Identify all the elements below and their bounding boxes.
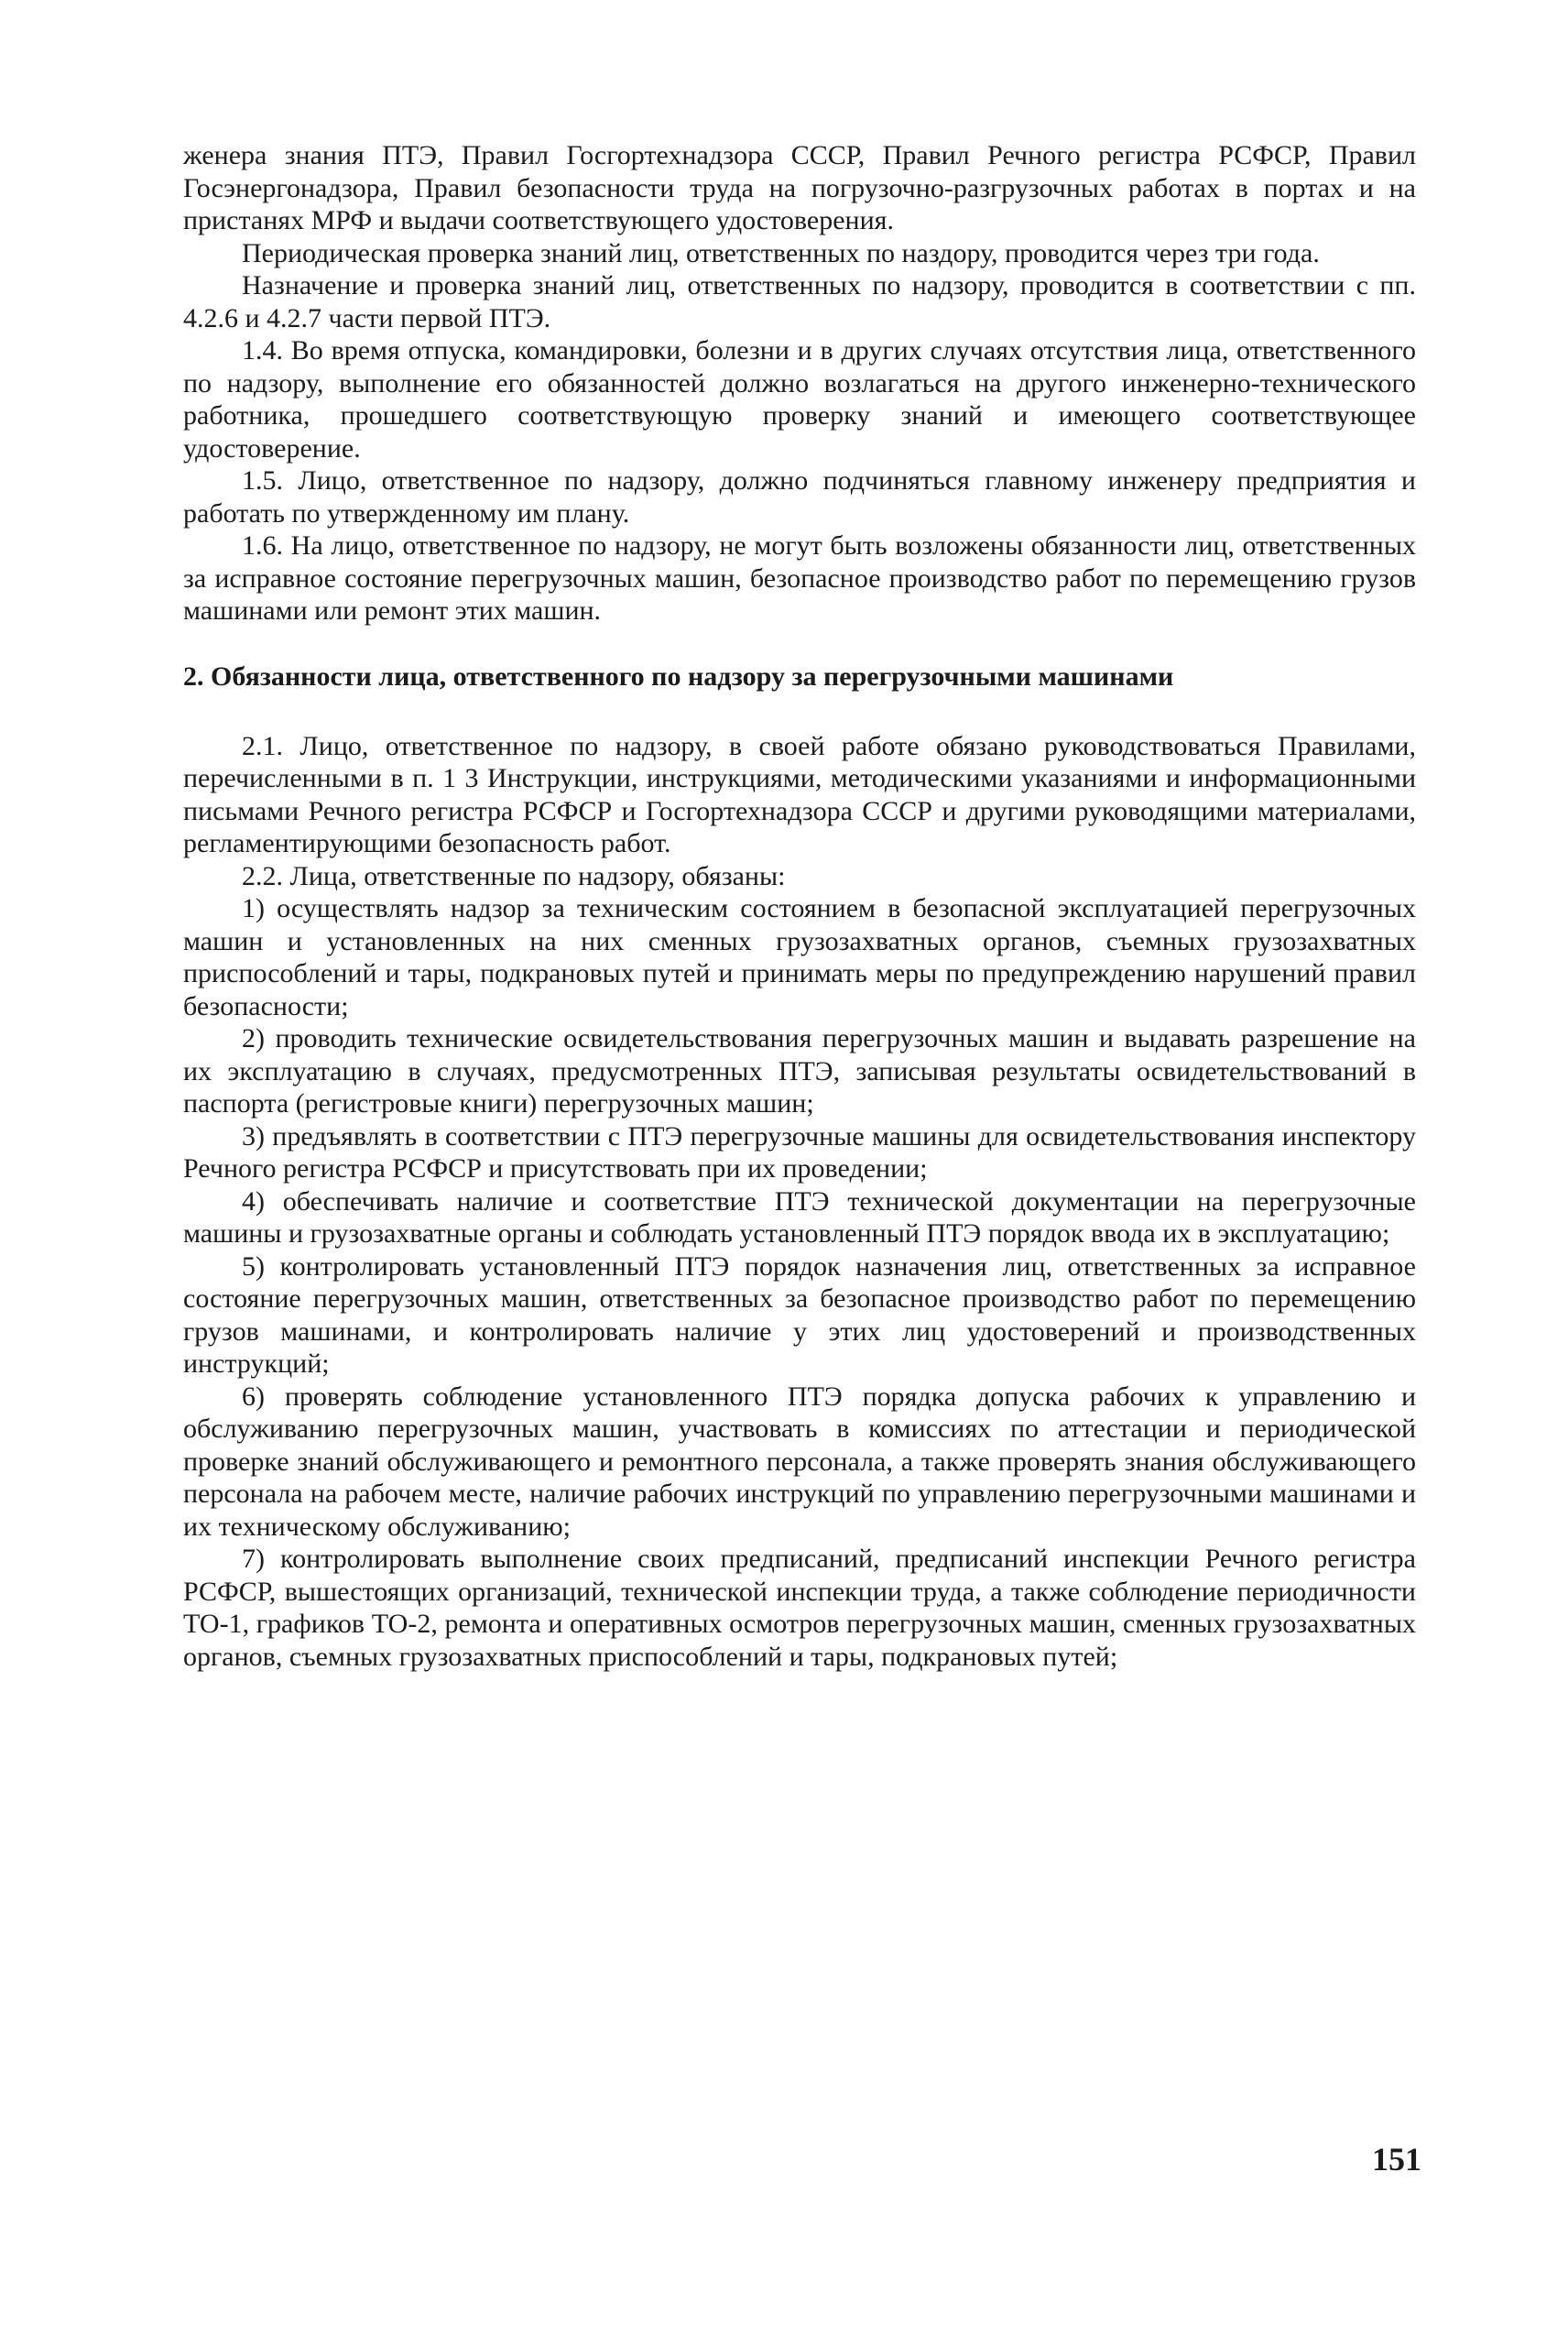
list-item-6: 6) проверять соблюдение установленного ПТЭ порядка допуска рабочих к управлению и обслуживанию перегрузочных машин, участвовать в комиссиях по аттестации и периодической проверке знаний обслуживающего и ремонтного персонала, а также проверять знания обслуживающего персонала на рабочем месте, наличие рабочих инструкций по управлению перегрузочными машинами и их техническому обслуживанию; — [183, 1381, 1416, 1542]
paragraph-2-1: 2.1. Лицо, ответственное по надзору, в своей работе обязано руководствоваться Правилами, перечисленными в п. 1 3 Инструкции, инструкциями, методическими указаниями и информационными письмами Речного регистра РСФСР и Госгортехнадзора СССР и другими руководящими материалами, регламентирующими безопасность работ. — [183, 730, 1416, 858]
list-item-5: 5) контролировать установленный ПТЭ порядок назначения лиц, ответственных за исправное состояние перегрузочных машин, ответственных за безопасное производство работ по перемещению грузов машинами, и контролировать наличие у этих лиц удостоверений и производственных инструкций; — [183, 1250, 1416, 1379]
paragraph-periodic-check: Периодическая проверка знаний лиц, ответственных по наздору, проводится через три года. — [242, 237, 1320, 268]
list-item-4: 4) обеспечивать наличие и соответствие ПТЭ технической документации на перегрузочные машины и грузозахватные органы и соблюдать установленный ПТЭ порядок ввода их в эксплуатацию; — [183, 1185, 1416, 1249]
page-number: 151 — [1372, 2141, 1421, 2178]
paragraph-2-2: 2.2. Лица, ответственные по надзору, обязаны: — [242, 860, 786, 891]
paragraph-appointment: Назначение и проверка знаний лиц, ответственных по надзору, проводится в соответствии с пп. 4.2.6 и 4.2.7 части первой ПТЭ. — [183, 270, 1416, 333]
document-page — [183, 139, 1416, 1673]
intro-block — [183, 139, 1416, 628]
list-item-3: 3) предъявлять в соответствии с ПТЭ перегрузочные машины для освидетельствования инспектору Речного регистра РСФСР и присутствовать при их проведении; — [183, 1120, 1416, 1184]
paragraph-1-4: 1.4. Во время отпуска, командировки, болезни и в других случаях отсутствия лица, ответственного по надзору, выполнение его обязанностей должно возлагаться на другого инженерно-технического работника, прошедшего соответствующую проверку знаний и имеющего соответствующее удостоверение. — [183, 335, 1416, 464]
paragraph-1-5: 1.5. Лицо, ответственное по надзору, должно подчиняться главному инженеру предприятия и работать по утвержденному им плану. — [183, 465, 1416, 529]
section-heading: 2. Обязанности лица, ответственного по надзору за перегрузочными машинами — [183, 660, 1174, 692]
list-item-2: 2) проводить технические освидетельствования перегрузочных машин и выдавать разрешение на их эксплуатацию в случаях, предусмотренных ПТЭ, записывая результаты освидетельствований в паспорта (регистровые книги) перегрузочных машин; — [183, 1023, 1416, 1119]
list-item-1: 1) осуществлять надзор за техническим состоянием в безопасной эксплуатацией перегрузочных машин и установленных на них сменных грузозахватных органов, съемных грузозахватных приспособлений и тары, подкрановых путей и принимать меры по предупреждению нарушений правил безопасности; — [183, 893, 1416, 1021]
list-item-7: 7) контролировать выполнение своих предписаний, предписаний инспекции Речного регистра РСФСР, вышестоящих организаций, технической инспекции труда, а также соблюдение периодичности ТО-1, графиков ТО-2, ремонта и оперативных осмотров перегрузочных машин, сменных грузозахватных органов, съемных грузозахватных приспособлений и тары, подкрановых путей; — [183, 1544, 1416, 1672]
paragraph-1-6: 1.6. На лицо, ответственное по надзору, не могут быть возложены обязанности лиц, ответственных за исправное состояние перегрузочных машин, безопасное производство работ по перемещению грузов машинами или ремонт этих машин. — [183, 530, 1416, 626]
duties-block — [183, 730, 1416, 1674]
paragraph-continuation: женера знания ПТЭ, Правил Госгортехнадзора СССР, Правил Речного регистра РСФСР, Правил Госэнергонадзора, Правил безопасности труда на погрузочно-разгрузочных работах в портах и на пристанях МРФ и выдачи соответствующего удостоверения. — [183, 140, 1416, 235]
